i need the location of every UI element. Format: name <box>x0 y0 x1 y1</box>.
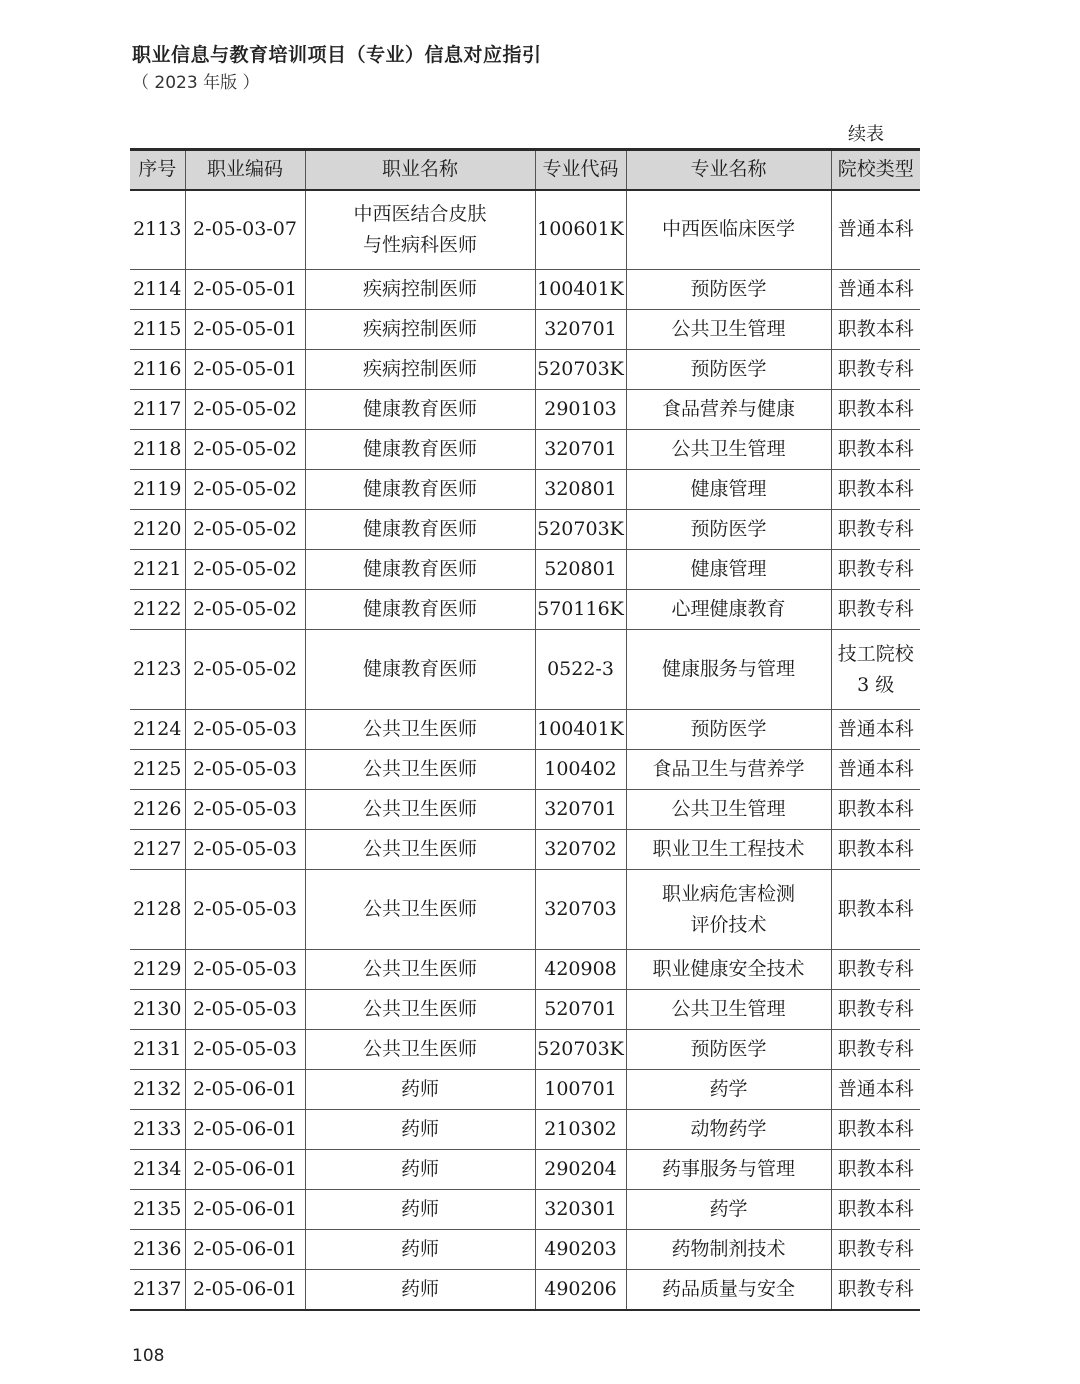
column-header-major-code: 专业代码 <box>535 150 626 190</box>
cell-occupation-name: 健康教育医师 <box>305 590 535 630</box>
column-header-school-type: 院校类型 <box>831 150 920 190</box>
cell-school-type: 职教专科 <box>837 558 914 580</box>
table-row <box>130 790 920 830</box>
page-number: 108 <box>132 1346 165 1366</box>
running-head-title: 职业信息与教育培训项目（专业）信息对应指引 <box>132 44 542 66</box>
cell-no: 2118 <box>130 430 185 470</box>
cell-no: 2136 <box>130 1230 185 1270</box>
cell-major-code: 490203 <box>535 1230 626 1270</box>
cell-occupation-name: 药师 <box>305 1230 535 1270</box>
cell-no: 2114 <box>130 270 185 310</box>
cell-school-type: 职教本科 <box>837 398 914 420</box>
cell-major-code: 520703K <box>535 510 626 550</box>
cell-no: 2120 <box>130 510 185 550</box>
cell-major-code: 320701 <box>535 430 626 470</box>
cell-occupation-code: 2-05-05-02 <box>185 590 305 630</box>
cell-occupation-code: 2-05-05-02 <box>185 630 305 710</box>
cell-occupation-code: 2-05-06-01 <box>185 1230 305 1270</box>
cell-occupation-name: 中西医结合皮肤 与性病科医师 <box>305 190 535 270</box>
running-head-edition: （ 2023 年版 ） <box>132 73 260 93</box>
cell-school-type: 职教专科 <box>837 358 914 380</box>
cell-school-type: 职教本科 <box>837 898 914 920</box>
cell-no: 2116 <box>130 350 185 390</box>
cell-school-type: 职教本科 <box>837 798 914 820</box>
cell-no: 2137 <box>130 1270 185 1310</box>
cell-occupation-code: 2-05-05-01 <box>185 310 305 350</box>
cell-school-type: 职教专科 <box>837 1238 914 1260</box>
cell-major-code: 290204 <box>535 1150 626 1190</box>
cell-major-name: 药物制剂技术 <box>626 1230 831 1270</box>
cell-major-name: 药学 <box>626 1190 831 1230</box>
cell-no: 2113 <box>130 190 185 270</box>
cell-no: 2121 <box>130 550 185 590</box>
cell-major-code: 520703K <box>535 350 626 390</box>
cell-major-code: 490206 <box>535 1270 626 1310</box>
cell-occupation-code: 2-05-05-01 <box>185 350 305 390</box>
cell-major-code: 520701 <box>535 990 626 1030</box>
cell-school-type: 职教专科 <box>837 598 914 620</box>
cell-occupation-code: 2-05-05-02 <box>185 550 305 590</box>
cell-occupation-name: 公共卫生医师 <box>305 750 535 790</box>
cell-major-code: 100701 <box>535 1070 626 1110</box>
column-header-major-name: 专业名称 <box>626 150 831 190</box>
cell-occupation-name: 公共卫生医师 <box>305 1030 535 1070</box>
cell-school-type: 职教专科 <box>837 518 914 540</box>
continued-label: 续表 <box>848 124 884 145</box>
cell-occupation-name: 疾病控制医师 <box>305 310 535 350</box>
cell-major-code: 320301 <box>535 1190 626 1230</box>
cell-occupation-code: 2-05-03-07 <box>185 190 305 270</box>
cell-school-type: 普通本科 <box>837 278 914 300</box>
cell-major-name: 药事服务与管理 <box>626 1150 831 1190</box>
table-row <box>130 870 920 950</box>
cell-occupation-name: 健康教育医师 <box>305 630 535 710</box>
cell-school-type: 职教专科 <box>837 1277 914 1300</box>
cell-major-name: 健康管理 <box>626 470 831 510</box>
cell-occupation-code: 2-05-05-03 <box>185 710 305 750</box>
cell-occupation-name: 药师 <box>305 1270 535 1310</box>
cell-occupation-name: 疾病控制医师 <box>305 270 535 310</box>
cell-no: 2123 <box>130 630 185 710</box>
cell-no: 2132 <box>130 1070 185 1110</box>
cell-occupation-name: 健康教育医师 <box>305 510 535 550</box>
cell-occupation-name: 药师 <box>305 1150 535 1190</box>
table-row <box>130 390 920 430</box>
cell-school-type: 职教专科 <box>837 998 914 1020</box>
cell-occupation-name: 药师 <box>305 1110 535 1150</box>
cell-occupation-code: 2-05-06-01 <box>185 1270 305 1310</box>
cell-no: 2119 <box>130 470 185 510</box>
cell-occupation-name: 药师 <box>305 1070 535 1110</box>
cell-major-name: 公共卫生管理 <box>626 430 831 470</box>
cell-major-code: 210302 <box>535 1110 626 1150</box>
cell-major-code: 100601K <box>535 190 626 270</box>
cell-school-type: 技工院校 3 级 <box>837 642 914 696</box>
cell-major-code: 420908 <box>535 950 626 990</box>
cell-major-name: 预防医学 <box>626 270 831 310</box>
cell-no: 2129 <box>130 950 185 990</box>
cell-occupation-name: 公共卫生医师 <box>305 830 535 870</box>
table-row <box>130 750 920 790</box>
column-header-no: 序号 <box>130 150 185 190</box>
cell-occupation-name: 公共卫生医师 <box>305 950 535 990</box>
cell-major-code: 520801 <box>535 550 626 590</box>
table-row <box>130 590 920 630</box>
column-header-occupation-name: 职业名称 <box>305 150 535 190</box>
cell-major-code: 320701 <box>535 310 626 350</box>
cell-no: 2130 <box>130 990 185 1030</box>
cell-occupation-code: 2-05-05-03 <box>185 830 305 870</box>
cell-occupation-code: 2-05-05-02 <box>185 430 305 470</box>
table-row <box>130 1070 920 1110</box>
table-row <box>130 350 920 390</box>
cell-school-type: 职教专科 <box>837 958 914 980</box>
cell-major-name: 职业健康安全技术 <box>626 950 831 990</box>
cell-occupation-name: 药师 <box>305 1190 535 1230</box>
table-row <box>130 630 920 710</box>
cell-school-type: 职教本科 <box>837 838 914 860</box>
cell-school-type: 职教专科 <box>837 1038 914 1060</box>
cell-major-code: 100401K <box>535 710 626 750</box>
table-row <box>130 470 920 510</box>
cell-occupation-code: 2-05-05-03 <box>185 790 305 830</box>
cell-occupation-name: 公共卫生医师 <box>305 710 535 750</box>
cell-major-name: 预防医学 <box>626 1030 831 1070</box>
cell-major-name: 职业病危害检测 评价技术 <box>626 870 831 950</box>
table-row <box>130 270 920 310</box>
cell-occupation-name: 公共卫生医师 <box>305 990 535 1030</box>
cell-school-type: 普通本科 <box>837 218 914 241</box>
cell-occupation-code: 2-05-06-01 <box>185 1110 305 1150</box>
cell-occupation-name: 公共卫生医师 <box>305 870 535 950</box>
cell-major-code: 320701 <box>535 790 626 830</box>
cell-major-code: 520703K <box>535 1030 626 1070</box>
cell-no: 2131 <box>130 1030 185 1070</box>
cell-occupation-code: 2-05-05-02 <box>185 390 305 430</box>
cell-no: 2135 <box>130 1190 185 1230</box>
cell-major-name: 职业卫生工程技术 <box>626 830 831 870</box>
cell-no: 2126 <box>130 790 185 830</box>
table-body <box>130 190 920 1310</box>
table-row <box>130 190 920 270</box>
cell-no: 2134 <box>130 1150 185 1190</box>
cell-major-code: 320801 <box>535 470 626 510</box>
table-row <box>130 1270 920 1310</box>
cell-major-name: 药品质量与安全 <box>626 1270 831 1310</box>
cell-occupation-name: 健康教育医师 <box>305 550 535 590</box>
cell-occupation-name: 健康教育医师 <box>305 470 535 510</box>
cell-occupation-name: 健康教育医师 <box>305 390 535 430</box>
cell-major-code: 570116K <box>535 590 626 630</box>
cell-major-name: 预防医学 <box>626 510 831 550</box>
cell-major-name: 公共卫生管理 <box>626 990 831 1030</box>
cell-major-name: 动物药学 <box>626 1110 831 1150</box>
cell-major-code: 320702 <box>535 830 626 870</box>
cell-occupation-code: 2-05-05-03 <box>185 990 305 1030</box>
cell-major-name: 健康管理 <box>626 550 831 590</box>
table-row <box>130 510 920 550</box>
table-row <box>130 550 920 590</box>
cell-major-name: 中西医临床医学 <box>626 190 831 270</box>
cell-major-name: 公共卫生管理 <box>626 790 831 830</box>
cell-no: 2124 <box>130 710 185 750</box>
cell-major-name: 预防医学 <box>626 350 831 390</box>
cell-occupation-code: 2-05-05-03 <box>185 1030 305 1070</box>
cell-no: 2115 <box>130 310 185 350</box>
table-row <box>130 990 920 1030</box>
table-row <box>130 430 920 470</box>
cell-school-type: 职教本科 <box>837 1198 914 1220</box>
cell-major-name: 食品卫生与营养学 <box>626 750 831 790</box>
cell-occupation-name: 健康教育医师 <box>305 430 535 470</box>
cell-no: 2122 <box>130 590 185 630</box>
cell-school-type: 职教本科 <box>837 318 914 340</box>
cell-major-name: 药学 <box>626 1070 831 1110</box>
cell-school-type: 职教本科 <box>837 478 914 500</box>
cell-major-code: 320703 <box>535 870 626 950</box>
cell-major-code: 100401K <box>535 270 626 310</box>
table-row <box>130 950 920 990</box>
cell-major-name: 健康服务与管理 <box>626 630 831 710</box>
cell-school-type: 普通本科 <box>837 718 914 740</box>
table-row <box>130 310 920 350</box>
cell-no: 2133 <box>130 1110 185 1150</box>
column-header-occupation-code: 职业编码 <box>185 150 305 190</box>
cell-no: 2125 <box>130 750 185 790</box>
cell-major-name: 食品营养与健康 <box>626 390 831 430</box>
table-row <box>130 710 920 750</box>
cell-occupation-code: 2-05-06-01 <box>185 1150 305 1190</box>
cell-occupation-code: 2-05-05-01 <box>185 270 305 310</box>
cell-no: 2128 <box>130 870 185 950</box>
cell-school-type: 职教本科 <box>837 1158 914 1180</box>
cell-major-code: 0522-3 <box>535 630 626 710</box>
table-row <box>130 1030 920 1070</box>
cell-school-type: 普通本科 <box>837 1078 914 1100</box>
table-row <box>130 1110 920 1150</box>
cell-major-name: 公共卫生管理 <box>626 310 831 350</box>
table-row <box>130 830 920 870</box>
cell-occupation-name: 公共卫生医师 <box>305 790 535 830</box>
cell-occupation-code: 2-05-06-01 <box>185 1190 305 1230</box>
cell-no: 2117 <box>130 390 185 430</box>
cell-occupation-code: 2-05-05-03 <box>185 750 305 790</box>
cell-school-type: 职教本科 <box>837 1118 914 1140</box>
cell-occupation-code: 2-05-05-03 <box>185 870 305 950</box>
cell-major-code: 290103 <box>535 390 626 430</box>
cell-occupation-code: 2-05-05-02 <box>185 510 305 550</box>
cell-major-code: 100402 <box>535 750 626 790</box>
table-row <box>130 1190 920 1230</box>
table-header-row <box>130 150 920 190</box>
cell-occupation-code: 2-05-05-02 <box>185 470 305 510</box>
table-row <box>130 1150 920 1190</box>
cell-school-type: 普通本科 <box>837 758 914 780</box>
cell-school-type: 职教本科 <box>837 438 914 460</box>
cell-major-name: 心理健康教育 <box>626 590 831 630</box>
cell-no: 2127 <box>130 830 185 870</box>
cell-major-name: 预防医学 <box>626 710 831 750</box>
cell-occupation-code: 2-05-06-01 <box>185 1070 305 1110</box>
occupation-major-table <box>130 148 920 1311</box>
cell-occupation-name: 疾病控制医师 <box>305 350 535 390</box>
table-row <box>130 1230 920 1270</box>
cell-occupation-code: 2-05-05-03 <box>185 950 305 990</box>
